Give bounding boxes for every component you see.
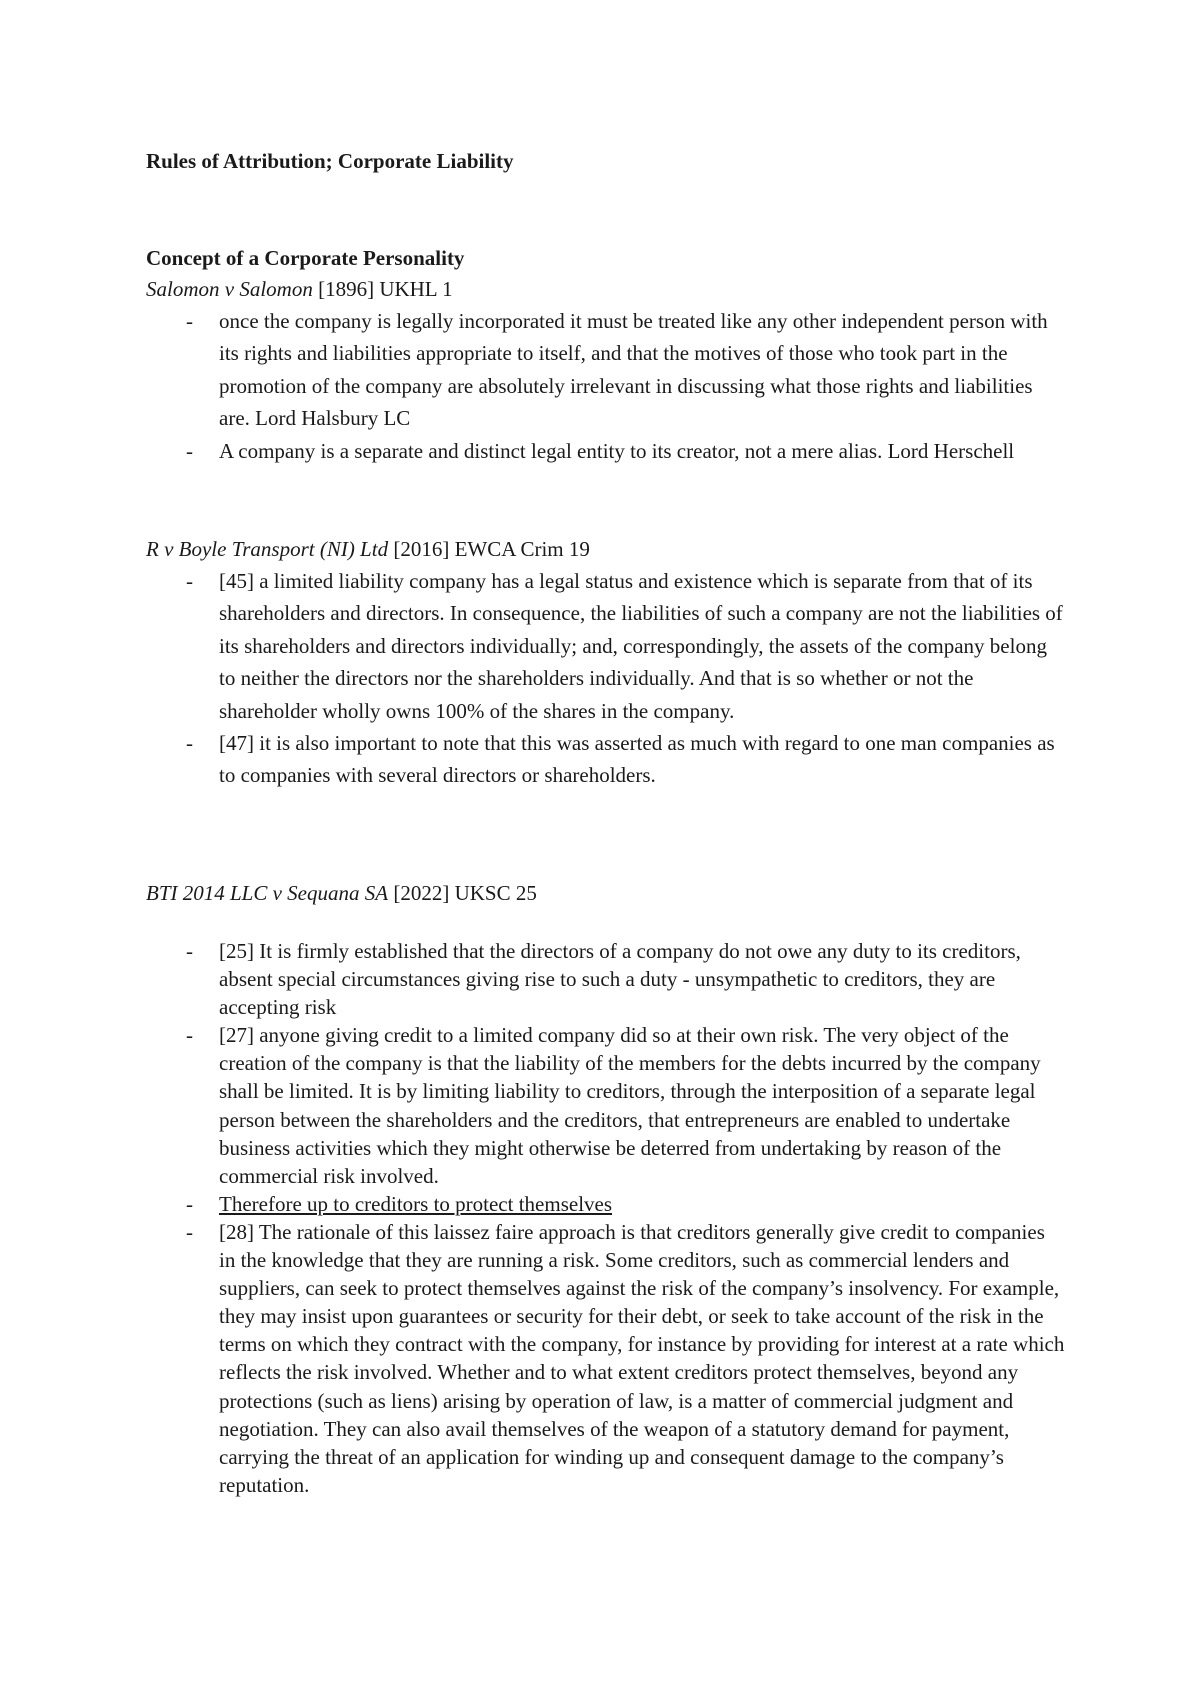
list-item-text: [47] it is also important to note that this was asserted as much with regard to one man companies as to companies with several directors or shareholders. [219,731,1055,788]
case-points [146,937,1066,1499]
list-item-text: [45] a limited liability company has a legal status and existence which is separate from that of its shareholders and directors. In consequence, the liabilities of such a company are not the liabilities of its shareholders and directors individually; and, correspondingly, the assets of the company belong to neither the directors nor the shareholders individually. And that is so whether or not the shareholder wholly owns 100% of the shares in the company. [219,569,1063,723]
case-reference: [1896] UKHL 1 [312,277,453,301]
case-name: Salomon v Salomon [146,277,313,301]
case-salomon [146,273,1066,467]
case-boyle-transport [146,533,1066,792]
case-reference: [2016] EWCA Crim 19 [388,537,590,561]
bullet-dash: - [186,1191,193,1216]
list-item [146,937,1066,1021]
list-item-text: A company is a separate and distinct legal entity to its creator, not a mere alias. Lord Herschell [219,438,1015,463]
list-item-text: once the company is legally incorporated it must be treated like any other independent person with its rights and liabilities appropriate to itself, and that the motives of those who took part in the promotion of the company are absolutely irrelevant in discussing what those rights and liabilities are. Lord Halsbury LC [219,309,1048,431]
case-citation [146,533,1066,565]
case-name: R v Boyle Transport (NI) Ltd [146,537,389,561]
list-item [146,1021,1066,1190]
case-name: BTI 2014 LLC v Sequana SA [146,881,389,905]
list-item-text-underlined: Therefore up to creditors to protect themselves [219,1191,613,1216]
list-item-text: [25] It is firmly established that the directors of a company do not owe any duty to its creditors, absent special circumstances giving rise to such a duty - unsympathetic to creditors, they are accepting risk [219,939,1021,1020]
list-item [146,727,1066,792]
bullet-dash: - [186,1219,193,1244]
list-item [146,1190,1066,1218]
bullet-dash: - [186,731,193,756]
case-reference: [2022] UKSC 25 [388,881,537,905]
list-item [146,305,1066,435]
case-citation [146,273,1066,305]
bullet-dash: - [186,569,193,593]
case-points [146,305,1066,467]
list-item [146,565,1066,727]
list-item [146,435,1066,467]
case-points [146,565,1066,792]
list-item-text: [27] anyone giving credit to a limited company did so at their own risk. The very object of the creation of the company is that the liability of the members for the debts incurred by the company shall be limited. It is by limiting liability to creditors, through the interposition of a separate legal person between the shareholders and the creditors, that entrepreneurs are enabled to undertake business activities which they might otherwise be deterred from undertaking by reason of the commercial risk involved. [219,1023,1041,1188]
list-item [146,1218,1066,1499]
case-bti-sequana [146,877,1066,1499]
list-item-text: [28] The rationale of this laissez faire approach is that creditors generally give credit to companies in the knowledge that they are running a risk. Some creditors, such as commercial lenders and suppliers, can seek to protect themselves against the risk of the company’s insolvency. For example, they may insist upon guarantees or security for their debt, or seek to take account of the risk in the terms on which they contract with the company, for instance by providing for interest at a rate which reflects the risk involved. Whether and to what extent creditors protect themselves, beyond any protections (such as liens) arising by operation of law, is a matter of commercial judgment and negotiation. They can also avail themselves of the weapon of a statutory demand for payment, carrying the threat of an application for winding up and consequent damage to the company’s reputation. [219,1219,1065,1497]
bullet-dash: - [186,939,193,963]
case-citation [146,877,1066,909]
document-title: Rules of Attribution; Corporate Liability [146,149,514,173]
bullet-dash: - [186,309,193,333]
bullet-dash: - [186,1023,193,1048]
bullet-dash: - [186,438,193,463]
section-heading: Concept of a Corporate Personality [146,246,465,270]
